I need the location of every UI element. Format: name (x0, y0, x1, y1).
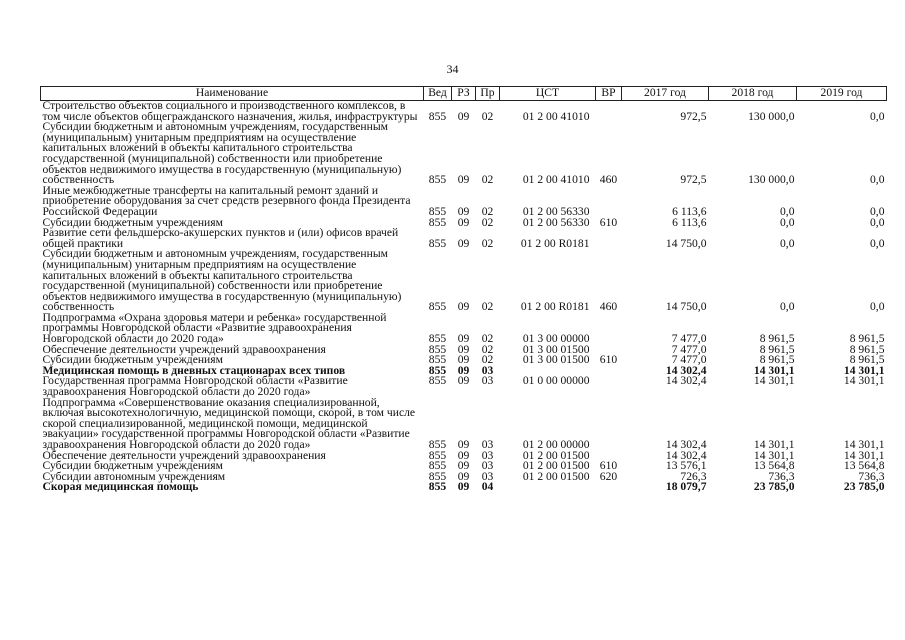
row-cst: 01 2 00 R0181 (520, 300, 590, 314)
row-pr: 02 (481, 332, 494, 346)
row-cst: 01 2 00 R0181 (520, 236, 590, 250)
table-row (41, 313, 887, 345)
row-2017: 726,3 (680, 469, 707, 483)
row-2017: 14 302,4 (665, 363, 707, 377)
row-name: Подпрограмма «Совершенствование оказания специализированной, включая высокотехнологичную, медицинской помощи, скорой, в том числе скорой специализированной, медицинской помощи, медицинской эвакуации» государственной программы Новгородской области «Развитие здравоохранения Новгородской области до 2020 года» (42, 395, 416, 451)
row-rz: 09 (457, 448, 470, 462)
row-2018: 8 961,5 (759, 353, 795, 367)
row-2017: 972,5 (680, 173, 707, 187)
row-ved: 855 (428, 459, 447, 473)
row-2018: 14 301,1 (753, 448, 795, 462)
row-rz: 09 (457, 374, 470, 388)
row-2017: 14 302,4 (665, 438, 707, 451)
row-2018: 0,0 (780, 215, 795, 229)
row-2019: 8 961,5 (849, 353, 885, 367)
row-ved: 855 (428, 374, 447, 388)
row-2017: 7 477,0 (671, 332, 707, 346)
row-2019: 0,0 (870, 236, 885, 250)
row-2017: 14 750,0 (665, 300, 707, 314)
row-cst: 01 2 00 01500 (522, 469, 590, 483)
row-name: Строительство объектов социального и производственного комплексов, в том числе объектов общегражданского назначения, жилья, инфраструктуры (42, 99, 418, 123)
header-2019: 2019 год (797, 87, 887, 101)
row-2019: 0,0 (870, 300, 885, 314)
header-rz: РЗ (452, 87, 476, 101)
row-rz: 09 (457, 469, 470, 483)
row-2018: 8 961,5 (759, 332, 795, 346)
row-2019: 0,0 (870, 173, 885, 187)
row-2018: 0,0 (780, 236, 795, 250)
row-name: Субсидии бюджетным учреждениям (42, 353, 223, 367)
row-2019: 14 301,1 (843, 363, 885, 377)
row-ved: 855 (428, 332, 447, 346)
row-name: Государственная программа Новгородской области «Развитие здравоохранения Новгородской области до 2020 года» (42, 374, 348, 399)
row-2018: 14 301,1 (753, 438, 795, 451)
row-pr: 03 (481, 448, 494, 462)
row-pr: 03 (481, 438, 494, 451)
row-vr (596, 313, 622, 345)
row-pr: 02 (481, 173, 494, 187)
row-name: Скорая медицинская помощь (42, 480, 199, 494)
row-rz: 09 (457, 173, 470, 187)
table-row (41, 186, 887, 218)
row-cst: 01 2 00 00000 (522, 438, 590, 451)
row-2018: 130 000,0 (748, 109, 795, 123)
row-2017: 14 302,4 (665, 448, 707, 462)
row-ved: 855 (428, 204, 447, 218)
row-vr: 610 (599, 459, 618, 473)
row-rz: 09 (457, 353, 470, 367)
row-vr (596, 366, 622, 377)
row-cst: 01 3 00 00000 (522, 332, 590, 346)
row-name: Субсидии бюджетным учреждениям (42, 215, 223, 229)
row-2017: 13 576,1 (665, 459, 707, 473)
row-cst: 01 2 00 41010 (522, 173, 590, 187)
row-2018: 8 961,5 (759, 342, 795, 356)
row-2019: 23 785,0 (843, 480, 885, 494)
row-2019: 8 961,5 (849, 332, 885, 346)
row-cst (500, 482, 596, 493)
row-vr: 610 (599, 215, 618, 229)
table-row (41, 228, 887, 249)
row-cst: 01 2 00 56330 (522, 204, 590, 218)
row-pr: 03 (481, 459, 494, 473)
row-rz: 09 (457, 438, 470, 451)
row-2019: 13 564,8 (843, 459, 885, 473)
row-pr: 02 (481, 109, 494, 123)
row-2018: 14 301,1 (753, 363, 795, 377)
row-pr: 03 (481, 374, 494, 388)
row-pr: 02 (481, 353, 494, 367)
row-name: Обеспечение деятельности учреждений здравоохранения (42, 342, 326, 356)
row-ved: 855 (428, 448, 447, 462)
row-name: Иные межбюджетные трансферты на капитальный ремонт зданий и приобретение оборудования за счет средств резервного фонда Президента Российской Федерации (42, 183, 411, 218)
row-ved: 855 (428, 236, 447, 250)
row-name: Субсидии автономным учреждениям (42, 469, 226, 483)
row-2019: 8 961,5 (849, 342, 885, 356)
row-2018: 14 301,1 (753, 374, 795, 388)
row-rz: 09 (457, 342, 470, 356)
header-2017: 2017 год (622, 87, 709, 101)
row-pr: 02 (481, 204, 494, 218)
row-2019: 736,3 (858, 469, 885, 483)
row-rz: 09 (457, 300, 470, 314)
header-ved: Вед (424, 87, 452, 101)
row-2017: 7 477,0 (671, 342, 707, 356)
row-ved: 855 (428, 173, 447, 187)
row-2019: 14 301,1 (843, 374, 885, 388)
row-rz: 09 (457, 236, 470, 250)
header-vr: ВР (596, 87, 622, 101)
row-vr (596, 228, 622, 249)
row-pr: 02 (481, 215, 494, 229)
row-2018: 736,3 (768, 469, 795, 483)
row-ved: 855 (428, 215, 447, 229)
table-row (41, 249, 887, 313)
row-vr: 620 (599, 469, 618, 483)
row-pr: 04 (481, 480, 494, 494)
row-name: Субсидии бюджетным и автономным учреждениям, государственным (муниципальным) унитарным предприятиям на осуществление капитальных вложений в объекты капитального строительства государственной (муниципальной) собственности или приобретение объектов недвижимого имущества в государственную (муниципальную) собственность (42, 247, 402, 314)
row-2019: 0,0 (870, 204, 885, 218)
row-pr: 03 (481, 469, 494, 483)
page-number: 34 (446, 62, 459, 76)
row-name: Субсидии бюджетным и автономным учреждениям, государственным (муниципальным) унитарным предприятиям на осуществление капитальных вложений в объекты капитального строительства государственной (муниципальной) собственности или приобретение объектов недвижимого имущества в государственную (муниципальную) собственность (42, 120, 402, 187)
header-name: Наименование (41, 87, 424, 101)
row-2018: 0,0 (780, 204, 795, 218)
header-cst: ЦСТ (500, 87, 596, 101)
row-pr: 03 (481, 363, 494, 377)
row-ved: 855 (428, 438, 447, 451)
row-name: Обеспечение деятельности учреждений здравоохранения (42, 448, 326, 462)
row-vr (596, 376, 622, 397)
row-2018: 0,0 (780, 300, 795, 314)
row-2019: 0,0 (870, 215, 885, 229)
row-2017: 18 079,7 (665, 480, 707, 494)
table-row (41, 482, 887, 493)
row-2019: 0,0 (870, 109, 885, 123)
row-2017: 972,5 (680, 109, 707, 123)
row-2018: 13 564,8 (753, 459, 795, 473)
row-vr (596, 398, 622, 451)
row-vr (596, 101, 622, 123)
row-ved: 855 (428, 300, 447, 314)
row-cst: 01 2 00 41010 (522, 109, 590, 123)
row-rz: 09 (457, 480, 470, 494)
row-2017: 14 750,0 (665, 236, 707, 250)
row-name: Подпрограмма «Охрана здоровья матери и ребенка» государственной программы Новгородской области «Развитие здравоохранения Новгородской области до 2020 года» (42, 310, 387, 346)
row-2019: 14 301,1 (843, 438, 885, 451)
row-ved: 855 (428, 469, 447, 483)
row-pr: 02 (481, 342, 494, 356)
row-rz: 09 (457, 204, 470, 218)
table-row (41, 398, 887, 451)
row-name: Развитие сети фельдшерско-акушерских пунктов и (или) офисов врачей общей практики (42, 226, 399, 250)
row-pr: 02 (481, 300, 494, 314)
row-2017: 7 477,0 (671, 353, 707, 367)
row-rz: 09 (457, 215, 470, 229)
row-2017: 14 302,4 (665, 374, 707, 388)
row-vr: 460 (599, 300, 618, 314)
budget-table (40, 86, 887, 493)
row-cst: 01 2 00 01500 (522, 459, 590, 473)
header-pr: Пр (476, 87, 500, 101)
row-vr: 460 (599, 173, 618, 187)
row-name: Субсидии бюджетным учреждениям (42, 459, 223, 473)
row-ved: 855 (428, 342, 447, 356)
table-row (41, 122, 887, 186)
row-pr: 02 (481, 236, 494, 250)
table-row (41, 376, 887, 397)
row-cst: 01 0 00 00000 (522, 374, 590, 388)
row-ved: 855 (428, 480, 447, 494)
row-vr: 610 (599, 353, 618, 367)
row-2017: 6 113,6 (672, 204, 707, 218)
header-2018: 2018 год (709, 87, 797, 101)
row-rz: 09 (457, 332, 470, 346)
row-2018: 23 785,0 (753, 480, 795, 494)
table-body (41, 101, 887, 493)
row-2018: 130 000,0 (748, 173, 795, 187)
row-vr (596, 482, 622, 493)
row-2017: 6 113,6 (672, 215, 707, 229)
row-ved: 855 (428, 109, 447, 123)
row-cst: 01 2 00 01500 (522, 448, 590, 462)
row-name: Медицинская помощь в дневных стационарах всех типов (42, 363, 346, 377)
row-ved: 855 (428, 363, 447, 377)
row-cst: 01 2 00 56330 (522, 215, 590, 229)
row-cst: 01 3 00 01500 (522, 353, 590, 367)
row-rz: 09 (457, 109, 470, 123)
table-row (41, 101, 887, 123)
row-2019: 14 301,1 (843, 448, 885, 462)
row-rz: 09 (457, 363, 470, 377)
row-vr (596, 186, 622, 218)
row-rz: 09 (457, 459, 470, 473)
row-ved: 855 (428, 353, 447, 367)
row-cst: 01 3 00 01500 (522, 342, 590, 356)
